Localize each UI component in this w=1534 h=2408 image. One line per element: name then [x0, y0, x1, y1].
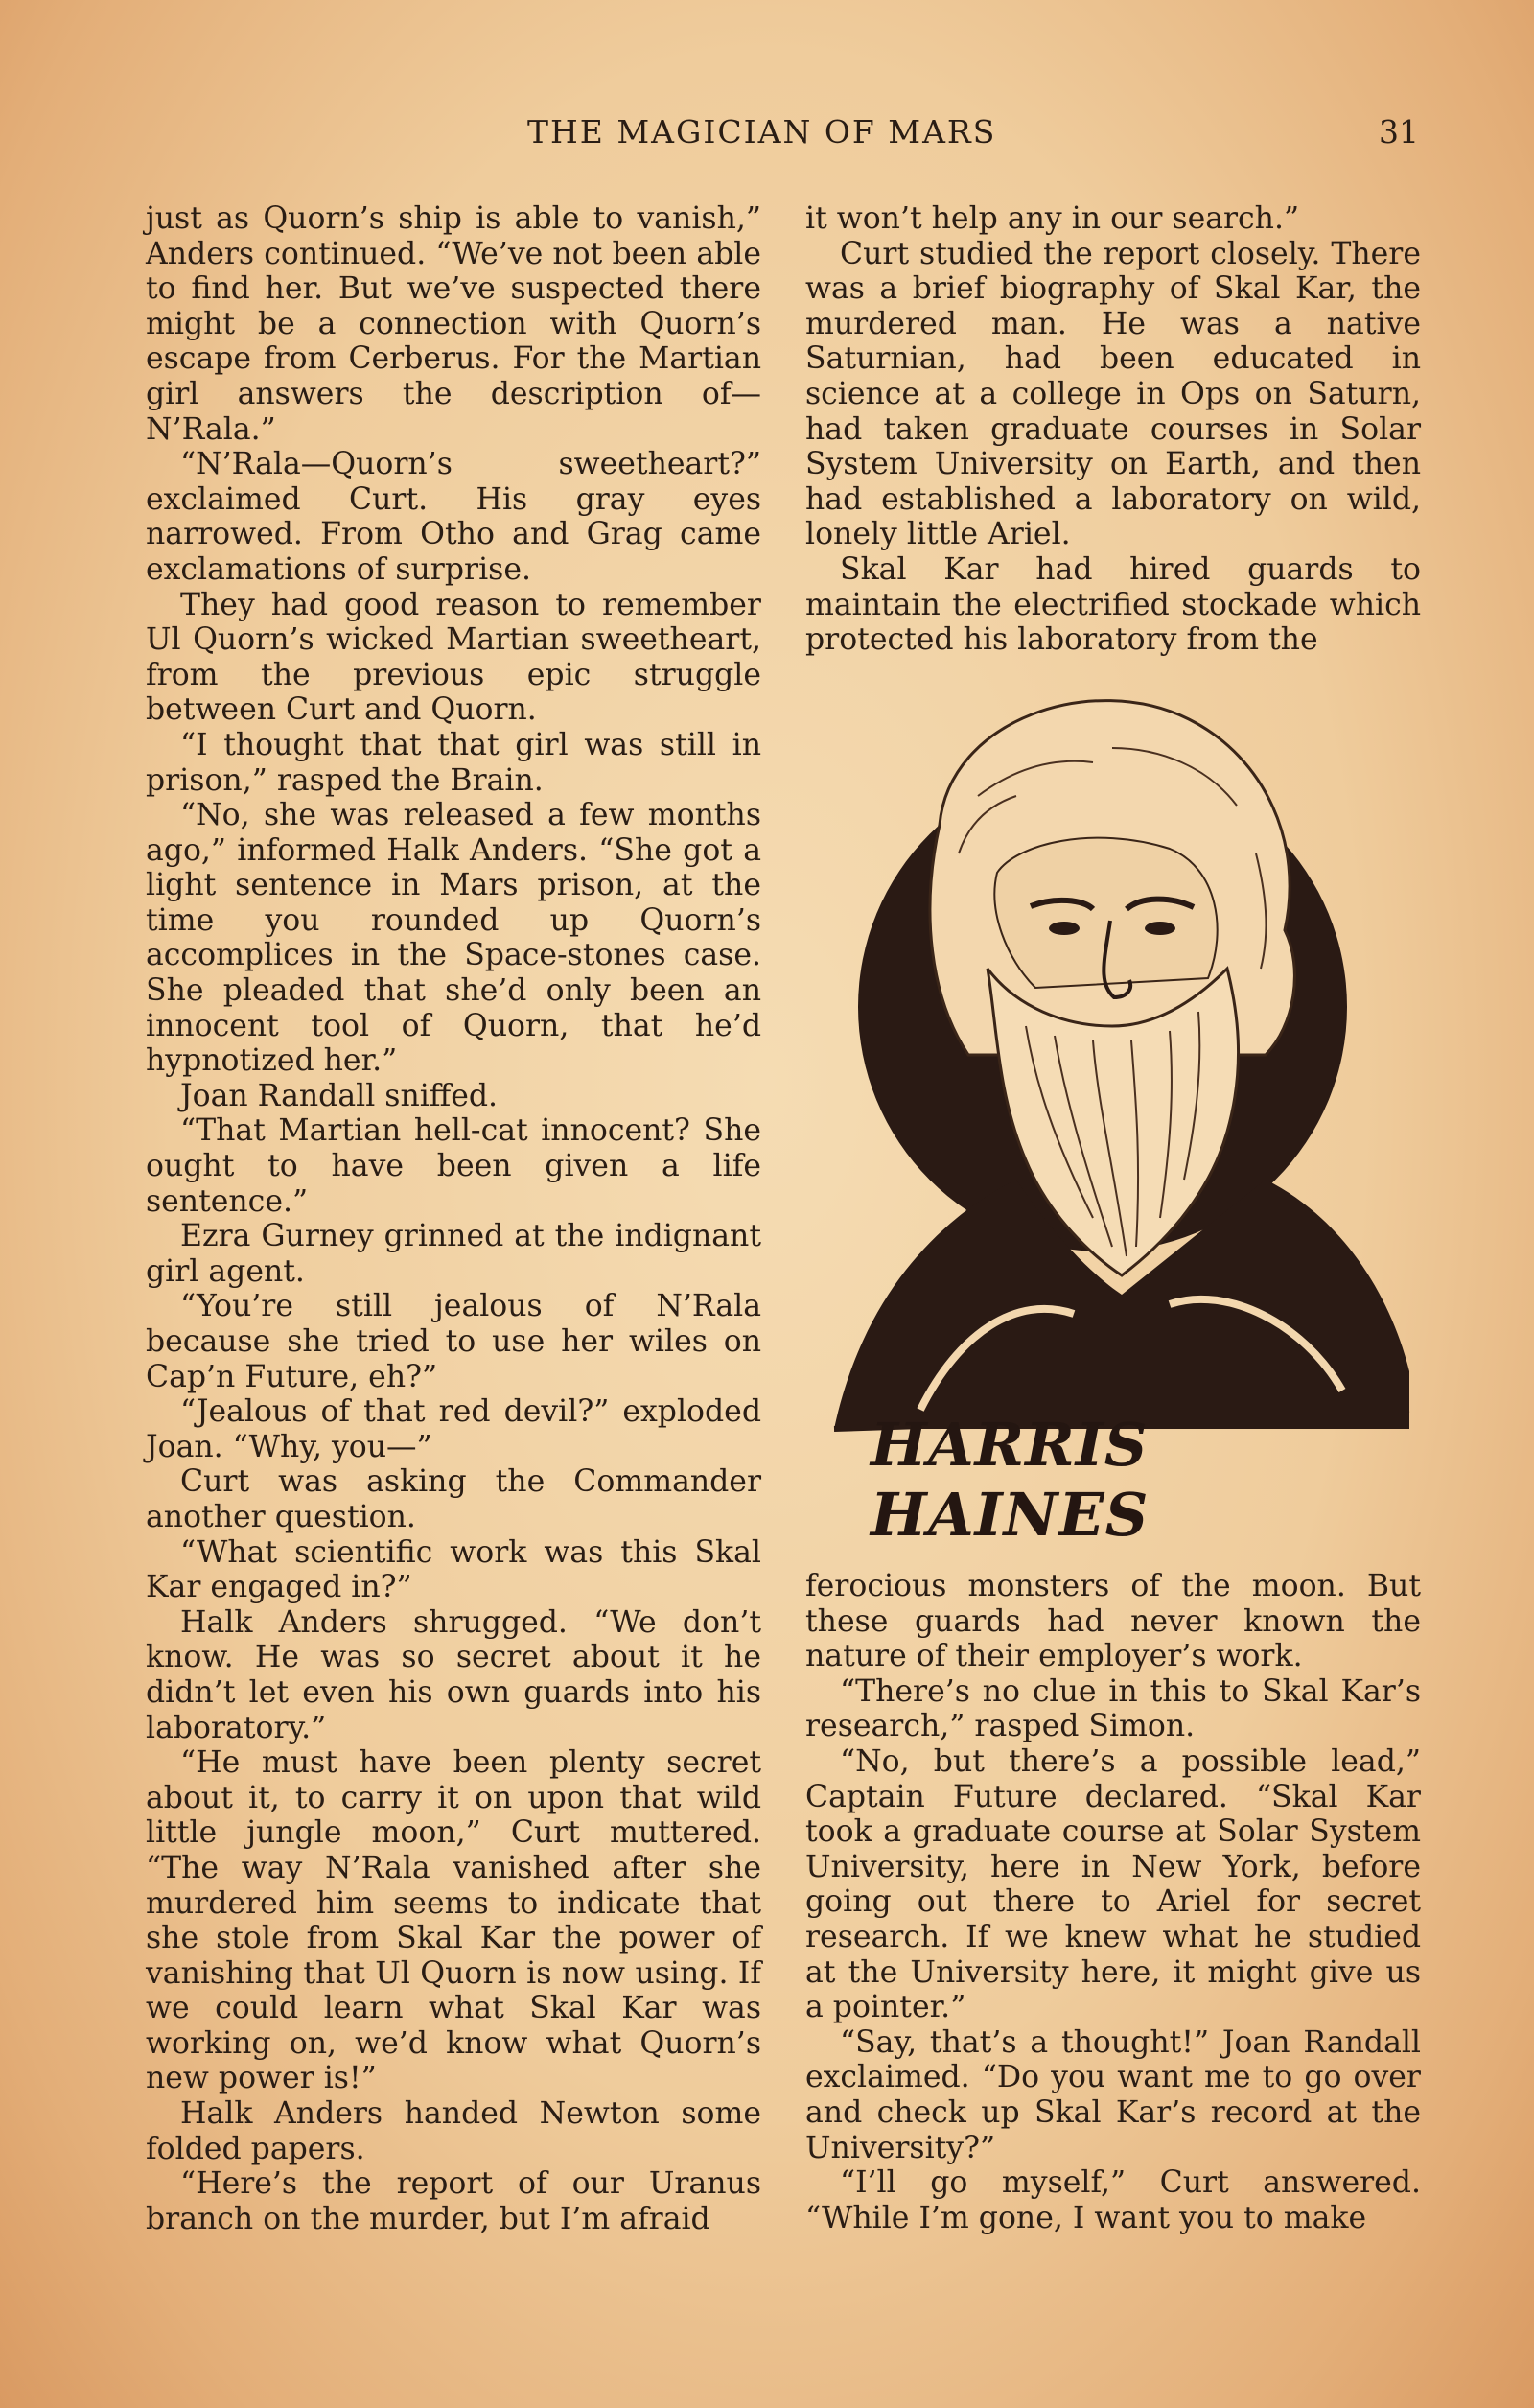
paragraph: “No, but there’s a possible lead,” Captain Future declared. “Skal Kar took a graduate course at Solar System University, here in New York, before going out there to Ariel for secret research. If we knew what he studied at the University here, it might give us a pointer.”: [805, 1743, 1421, 2025]
paragraph: just as Quorn’s ship is able to vanish,” Anders continued. “We’ve not been able to find her. But we’ve suspected there might be a connection with Quorn’s escape from Cerberus. For the Martian girl answers the description of—N’Rala.”: [146, 201, 761, 447]
right-column-bottom: [805, 1569, 1421, 2235]
paragraph: “He must have been plenty secret about it, to carry it on upon that wild little jungle moon,” Curt muttered. “The way N’Rala vanished after she murdered him seems to indicate that she stole from Skal Kar the power of vanishing that Ul Quorn is now using. If we could learn what Skal Kar was working on, we’d know what Quorn’s new power is!”: [146, 1745, 761, 2096]
paragraph: “Jealous of that red devil?” exploded Joan. “Why, you—”: [146, 1394, 761, 1464]
portrait-drawing: [805, 681, 1419, 1534]
paragraph: “Say, that’s a thought!” Joan Randall exclaimed. “Do you want me to go over and check up Skal Kar’s record at the University?”: [805, 2024, 1421, 2165]
paragraph: “That Martian hell-cat innocent? She ought to have been given a life sentence.”: [146, 1113, 761, 1219]
page-header: [144, 113, 1419, 159]
paragraph: Halk Anders shrugged. “We don’t know. He was so secret about it he didn’t let even his own guards into his laboratory.”: [146, 1604, 761, 1745]
paragraph: They had good reason to remember Ul Quorn’s wicked Martian sweetheart, from the previous epic struggle between Curt and Quorn.: [146, 587, 761, 728]
paragraph: “There’s no clue in this to Skal Kar’s research,” rasped Simon.: [805, 1673, 1421, 1744]
running-title: THE MAGICIAN OF MARS: [527, 113, 997, 151]
left-column: [146, 201, 761, 2236]
right-eye: [1145, 922, 1175, 935]
paragraph: “N’Rala—Quorn’s sweetheart?” exclaimed Curt. His gray eyes narrowed. From Otho and Grag came exclamations of surprise.: [146, 447, 761, 587]
paragraph: it won’t help any in our search.”: [805, 201, 1300, 236]
left-eye: [1049, 922, 1080, 935]
paragraph: Halk Anders handed Newton some folded papers.: [146, 2096, 761, 2166]
illustration-bearded-man: [805, 681, 1419, 1550]
paragraph: “What scientific work was this Skal Kar engaged in?”: [146, 1534, 761, 1605]
artist-signature: HARRIS HAINES: [871, 1410, 1150, 1550]
paragraph: Curt studied the report closely. There was a brief biography of Skal Kar, the murdered man. He was a native Saturnian, had been educated in science at a college in Ops on Saturn, had taken graduate courses in Solar System University on Earth, and then had established a laboratory on wild, lonely little Ariel.: [805, 236, 1421, 552]
paragraph: “Here’s the report of our Uranus branch on the murder, but I’m afraid: [146, 2166, 761, 2236]
right-column-top: [805, 201, 1421, 658]
paragraph: “I’ll go myself,” Curt answered. “While I’m gone, I want you to make: [805, 2165, 1421, 2235]
paragraph: “I thought that that girl was still in prison,” rasped the Brain.: [146, 727, 761, 798]
paragraph: “You’re still jealous of N’Rala because she tried to use her wiles on Cap’n Future, eh?”: [146, 1289, 761, 1394]
paragraph: Skal Kar had hired guards to maintain the electrified stockade which protected his laboratory from the: [805, 551, 1421, 658]
paragraph: Curt was asking the Commander another question.: [146, 1464, 761, 1534]
page-number: 31: [1379, 113, 1419, 151]
paragraph: Joan Randall sniffed.: [180, 1078, 499, 1113]
paragraph: Ezra Gurney grinned at the indignant girl agent.: [146, 1219, 761, 1289]
paragraph: “No, she was released a few months ago,” informed Halk Anders. “She got a light sentence in Mars prison, at the time you rounded up Quorn’s accomplices in the Space-stones case. She pleaded that she’d only been an innocent tool of Quorn, that he’d hypnotized her.”: [146, 798, 761, 1079]
paragraph: ferocious monsters of the moon. But these guards had never known the nature of their employer’s work.: [805, 1569, 1421, 1674]
